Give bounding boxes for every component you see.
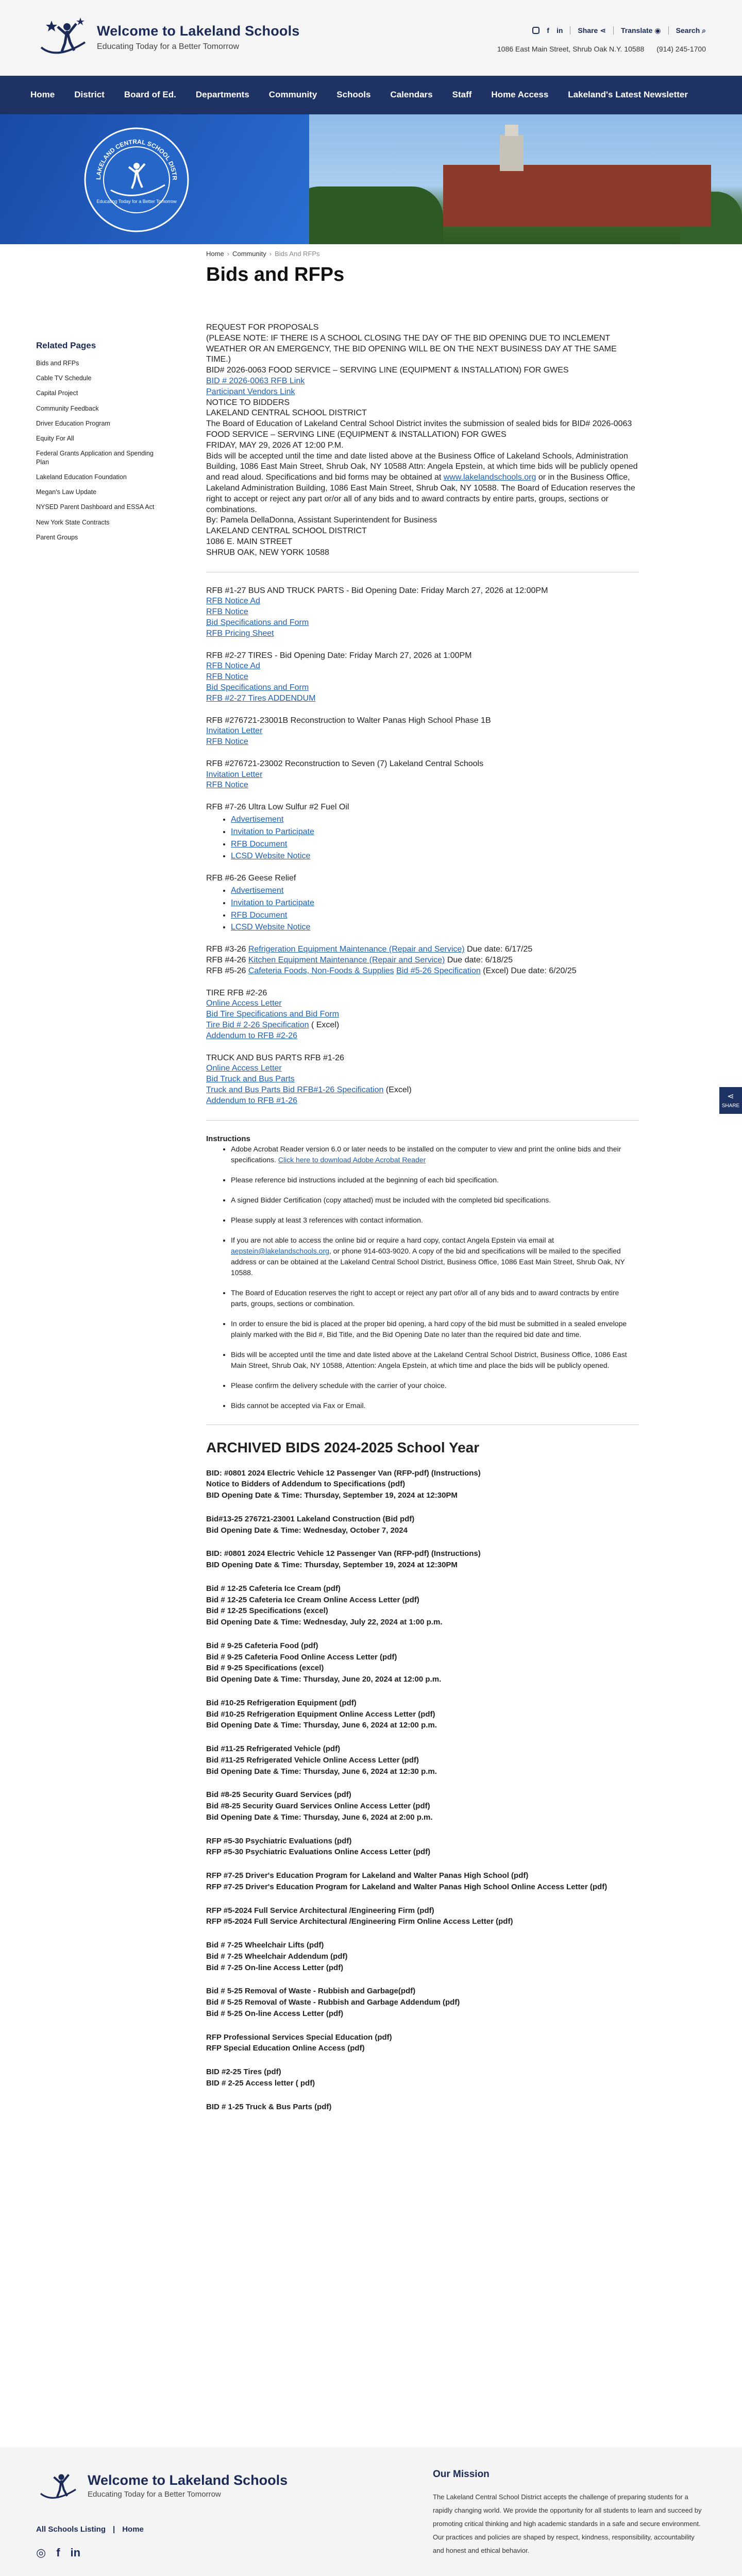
archived-bids-list bbox=[206, 1468, 639, 2113]
archived-bids-section bbox=[206, 1438, 639, 2112]
archived-bid-line[interactable]: BID Opening Date & Time: Thursday, September 19, 2024 at 12:30PM bbox=[206, 1491, 458, 1500]
utility-bar bbox=[532, 26, 706, 36]
breadcrumb-home[interactable]: Home bbox=[206, 250, 224, 258]
rfb-line bbox=[206, 955, 639, 966]
archived-bid-block bbox=[206, 1870, 639, 1893]
share-icon: ⋖ bbox=[727, 1092, 734, 1101]
share-label: Share bbox=[578, 26, 598, 35]
rfb-block bbox=[206, 716, 639, 748]
rfb-line-due: Due date: 6/18/25 bbox=[447, 956, 513, 965]
archived-bid-line[interactable]: Bid # 5-25 On-line Access Letter (pdf) bbox=[206, 2009, 344, 2018]
nav-staff[interactable]: Staff bbox=[452, 90, 472, 100]
bid-body bbox=[206, 451, 639, 516]
instruction-item: • Please supply at least 3 references with contact information. bbox=[231, 1215, 639, 1226]
instruction-item: • A signed Bidder Certification (copy attached) must be included with the completed bid specifications. bbox=[231, 1195, 639, 1206]
archived-bid-line[interactable]: BID #2-25 Tires (pdf) bbox=[206, 2067, 281, 2076]
sidebar-item-equity[interactable]: Equity For All bbox=[36, 435, 74, 443]
archived-bid-line[interactable]: Bid # 9-25 Specifications (excel) bbox=[206, 1664, 324, 1673]
archived-bid-line[interactable]: Bid Opening Date & Time: Thursday, June 6, 2024 at 12:00 p.m. bbox=[206, 1721, 437, 1730]
related-pages-sidebar bbox=[36, 340, 160, 548]
sidebar-item-nysed[interactable]: NYSED Parent Dashboard and ESSA Act bbox=[36, 503, 155, 511]
archived-bid-line[interactable]: Bid # 12-25 Cafeteria Ice Cream Online Access Letter (pdf) bbox=[206, 1595, 419, 1604]
archived-bid-line[interactable]: Bid Opening Date & Time: Thursday, June 6, 2024 at 2:00 p.m. bbox=[206, 1812, 433, 1822]
rfb-line bbox=[206, 944, 639, 955]
archived-bid-line[interactable]: Bid Opening Date & Time: Wednesday, October 7, 2024 bbox=[206, 1526, 408, 1535]
page-title: Bids and RFPs bbox=[206, 264, 345, 285]
rfb-line-label: RFB #5-26 bbox=[206, 966, 246, 975]
lakeland-website-link[interactable]: www.lakelandschools.org bbox=[443, 473, 536, 482]
bid-body-text-2: or in the Business Office, Lakeland Administration Building, 1086 East Main Street, Shrub Oak, NY 10588. The Board of Education reserves the right to accept or reject any part or/or all of any bids and to award contracts by entire parts, groups, sections or combinations. bbox=[206, 473, 635, 514]
archived-bid-line[interactable]: Bid #8-25 Security Guard Services (pdf) bbox=[206, 1790, 351, 1800]
facebook-icon[interactable]: f bbox=[56, 2546, 60, 2559]
archived-bid-line[interactable]: BID: #0801 2024 Electric Vehicle 12 Passenger Van (RFP-pdf) (Instructions) bbox=[206, 1549, 481, 1558]
rfb-line bbox=[206, 966, 639, 977]
footer-all-schools-link[interactable]: All Schools Listing bbox=[36, 2525, 106, 2534]
rfb-link[interactable]: Invitation Letter bbox=[206, 770, 263, 779]
rfb-link[interactable]: RFB Notice bbox=[206, 737, 248, 747]
rfb-link[interactable]: Bid Specifications and Form bbox=[206, 618, 309, 627]
address-text: 1086 East Main Street, Shrub Oak N.Y. 10588 bbox=[497, 45, 645, 53]
archived-bid-line[interactable]: Bid Opening Date & Time: Thursday, June 6, 2024 at 12:30 p.m. bbox=[206, 1767, 437, 1776]
archived-bid-line[interactable]: Bid # 12-25 Specifications (excel) bbox=[206, 1606, 328, 1616]
rfb-link[interactable]: RFB Document bbox=[231, 839, 288, 849]
archived-bid-line[interactable]: RFP #5-30 Psychiatric Evaluations (pdf) bbox=[206, 1836, 352, 1845]
rfp-heading: REQUEST FOR PROPOSALS bbox=[206, 323, 319, 332]
rfb-link[interactable]: Bid Specifications and Form bbox=[206, 683, 309, 692]
nav-calendars[interactable]: Calendars bbox=[390, 90, 433, 100]
footer-tagline: Educating Today for a Better Tomorrow bbox=[88, 2490, 221, 2499]
excel-label: ( Excel) bbox=[311, 1021, 340, 1030]
archived-bid-block bbox=[206, 1640, 639, 1685]
breadcrumb-community[interactable]: Community bbox=[232, 250, 266, 258]
bid-title: BID# 2026-0063 FOOD SERVICE – SERVING LINE (EQUIPMENT & INSTALLATION) FOR GWES bbox=[206, 366, 569, 375]
bid-rfb-link[interactable]: BID # 2026-0063 RFB Link bbox=[206, 376, 305, 385]
site-footer bbox=[0, 2447, 742, 2576]
rfb-block bbox=[206, 873, 639, 933]
archived-bid-block bbox=[206, 1986, 639, 2019]
breadcrumb-separator-icon: › bbox=[269, 250, 272, 258]
rfb-link[interactable]: RFB Notice bbox=[206, 781, 248, 790]
district-badge bbox=[82, 126, 191, 234]
archived-bid-line[interactable]: Bid # 7-25 Wheelchair Lifts (pdf) bbox=[206, 1941, 324, 1950]
breadcrumb bbox=[206, 249, 320, 259]
archived-bid-line[interactable]: Bid # 12-25 Cafeteria Ice Cream (pdf) bbox=[206, 1584, 341, 1593]
sidebar-item-nys-contracts[interactable]: New York State Contracts bbox=[36, 518, 110, 526]
rfb-line-label: RFB #4-26 bbox=[206, 956, 246, 965]
instruction-item: • In order to ensure the bid is placed at the proper bid opening, a hard copy of the bid must be submitted in a sealed envelope plainly marked with the Bid #, Bid Title, and the Bid Opening Date no later than the required bid date and time. bbox=[231, 1318, 639, 1340]
site-header bbox=[0, 0, 742, 76]
divider bbox=[613, 26, 614, 35]
rfb-line-link[interactable]: Bid #5-26 Specification bbox=[396, 966, 481, 975]
archived-bid-line[interactable]: BID Opening Date & Time: Thursday, September 19, 2024 at 12:30PM bbox=[206, 1561, 458, 1569]
signature-street: 1086 E. MAIN STREET bbox=[206, 537, 293, 546]
linkedin-icon[interactable]: in bbox=[556, 26, 563, 35]
badge-bottom-text: Educating Today for a Better Tomorrow bbox=[96, 199, 177, 204]
logo-graduate-icon bbox=[36, 11, 93, 63]
archived-bid-line[interactable]: Bid #8-25 Security Guard Services Online Access Letter (pdf) bbox=[206, 1802, 430, 1810]
truck-link[interactable]: Truck and Bus Parts Bid RFB#1-26 Specification bbox=[206, 1086, 384, 1095]
sidebar-item-capital-project[interactable]: Capital Project bbox=[36, 389, 78, 397]
instruction-text: Adobe Acrobat Reader version 6.0 or later needs to be installed on the computer to view and print the online bids and their specifications. bbox=[231, 1145, 621, 1164]
site-tagline: Educating Today for a Better Tomorrow bbox=[97, 42, 239, 52]
instagram-icon[interactable]: ◎ bbox=[36, 2546, 46, 2559]
share-icon: ⋖ bbox=[600, 26, 606, 35]
school-building-photo bbox=[289, 114, 742, 244]
archived-bid-line[interactable]: BID # 1-25 Truck & Bus Parts (pdf) bbox=[206, 2102, 332, 2111]
instruction-item: • Please confirm the delivery schedule with the carrier of your choice. bbox=[231, 1380, 639, 1391]
archived-bid-block bbox=[206, 1514, 639, 1536]
facebook-icon[interactable]: f bbox=[547, 26, 549, 35]
tire-link[interactable]: Online Access Letter bbox=[206, 999, 282, 1008]
tire-link[interactable]: Tire Bid # 2-26 Specification bbox=[206, 1021, 309, 1030]
sidebar-item-foundation[interactable]: Lakeland Education Foundation bbox=[36, 473, 127, 481]
footer-link-divider: | bbox=[113, 2525, 115, 2534]
rfb-block bbox=[206, 759, 639, 791]
rfb-line-due: Due date: 6/17/25 bbox=[467, 945, 533, 954]
rfb-link[interactable]: LCSD Website Notice bbox=[231, 923, 311, 932]
sidebar-item-driver-ed[interactable]: Driver Education Program bbox=[36, 419, 110, 427]
footer-graduate-icon bbox=[36, 2465, 82, 2506]
nav-home[interactable]: Home bbox=[30, 90, 55, 100]
search-icon: ⌕ bbox=[702, 26, 706, 35]
footer-links bbox=[36, 2524, 144, 2535]
sidebar-item-bids[interactable]: Bids and RFPs bbox=[36, 359, 79, 367]
divider bbox=[206, 1120, 639, 1121]
archived-bid-line[interactable]: Bid#13-25 276721-23001 Lakeland Construction (Bid pdf) bbox=[206, 1514, 415, 1523]
archived-bid-line[interactable]: Bid #11-25 Refrigerated Vehicle Online Access Letter (pdf) bbox=[206, 1755, 419, 1765]
archived-bid-line[interactable]: RFP #7-25 Driver's Education Program for Lakeland and Walter Panas High School Online Access Letter (pdf) bbox=[206, 1882, 608, 1891]
bid-date: FRIDAY, MAY 29, 2026 AT 12:00 P.M. bbox=[206, 440, 344, 450]
instruction-item: • Please reference bid instructions included at the beginning of each bid specification. bbox=[231, 1175, 639, 1185]
instruction-text: If you are not able to access the online bid or require a hard copy, contact Angela Epstein via email at bbox=[231, 1236, 554, 1245]
linkedin-icon[interactable]: in bbox=[70, 2546, 81, 2559]
rfb-block bbox=[206, 586, 639, 639]
archived-bid-line[interactable]: RFP #5-2024 Full Service Architectural /Engineering Firm (pdf) bbox=[206, 1906, 434, 1915]
archived-bid-line[interactable]: RFP Special Education Online Access (pdf) bbox=[206, 2044, 365, 2053]
page-body bbox=[0, 244, 742, 2460]
nav-newsletter[interactable]: Lakeland's Latest Newsletter bbox=[568, 90, 688, 100]
mission-title: Our Mission bbox=[433, 2469, 490, 2480]
sidebar-item-parent-groups[interactable]: Parent Groups bbox=[36, 533, 78, 541]
instruction-item: • Bids cannot be accepted via Fax or Email. bbox=[231, 1400, 639, 1411]
rfb-line-label: RFB #3-26 bbox=[206, 945, 246, 954]
rfb-link[interactable]: Invitation to Participate bbox=[231, 898, 314, 907]
share-tab-label: SHARE bbox=[721, 1103, 740, 1109]
archived-bid-line[interactable]: Bid # 9-25 Cafeteria Food Online Access Letter (pdf) bbox=[206, 1652, 397, 1662]
archived-bid-line[interactable]: RFP #5-2024 Full Service Architectural /Engineering Firm Online Access Letter (pdf) bbox=[206, 1917, 513, 1926]
instagram-icon[interactable] bbox=[532, 27, 539, 34]
contact-info bbox=[497, 44, 706, 54]
archived-bid-block bbox=[206, 1789, 639, 1823]
notice-heading: NOTICE TO BIDDERS bbox=[206, 398, 290, 407]
truck-link[interactable]: Bid Truck and Bus Parts bbox=[206, 1075, 295, 1084]
archived-bid-line[interactable]: Bid #10-25 Refrigeration Equipment Online Access Letter (pdf) bbox=[206, 1709, 435, 1719]
site-title: Welcome to Lakeland Schools bbox=[97, 23, 300, 39]
archived-bid-line[interactable]: Notice to Bidders of Addendum to Specifications (pdf) bbox=[206, 1480, 406, 1489]
translate-label: Translate bbox=[620, 26, 653, 35]
archived-bid-block bbox=[206, 1905, 639, 1928]
footer-home-link[interactable]: Home bbox=[122, 2525, 144, 2534]
archived-bid-line[interactable]: Bid Opening Date & Time: Thursday, June 20, 2024 at 12:00 p.m. bbox=[206, 1675, 442, 1684]
bid-body-text: Bids will be accepted until the time and date listed above at the Business Office of Lakeland Schools, Administration Building, 1086 East Main Street, Shrub Oak, NY 10588 Attn: Angela Epstein, at which time bids will be publicly opened and read aloud. Specifications and bid forms may be obtained at bbox=[206, 451, 638, 482]
rfb-title: RFB #7-26 Ultra Low Sulfur #2 Fuel Oil bbox=[206, 803, 349, 812]
rfb-link[interactable]: Invitation to Participate bbox=[231, 827, 314, 836]
rfb-link[interactable]: Invitation Letter bbox=[206, 726, 263, 736]
truck-title: TRUCK AND BUS PARTS RFB #1-26 bbox=[206, 1053, 344, 1062]
archived-bid-block bbox=[206, 1583, 639, 1628]
breadcrumb-separator-icon: › bbox=[227, 250, 230, 258]
archived-bid-line[interactable]: Bid Opening Date & Time: Wednesday, July 22, 2024 at 1:00 p.m. bbox=[206, 1618, 443, 1626]
rfb-line-link[interactable]: Refrigeration Equipment Maintenance (Repair and Service) bbox=[248, 945, 465, 954]
truck-link[interactable]: Addendum to RFB #1-26 bbox=[206, 1096, 297, 1105]
rfb-line-link[interactable]: Kitchen Equipment Maintenance (Repair and Service) bbox=[248, 956, 445, 965]
archived-bid-block bbox=[206, 1698, 639, 1731]
rfb-link[interactable]: RFB Notice bbox=[206, 672, 248, 682]
main-nav bbox=[0, 76, 742, 114]
excel-label: (Excel) bbox=[385, 1086, 412, 1095]
archived-bid-line[interactable]: Bid # 9-25 Cafeteria Food (pdf) bbox=[206, 1641, 318, 1650]
nav-district[interactable]: District bbox=[74, 90, 105, 100]
instruction-text: , or phone 914-603-9020. A copy of the bid and specifications will be mailed to the specified address or can be obtained at the Lakeland Central School District, Business Office, 1086 East Main Street, Shrub Oak, NY 10588. bbox=[231, 1247, 625, 1277]
archived-bid-block bbox=[206, 1548, 639, 1571]
nav-home-access[interactable]: Home Access bbox=[491, 90, 549, 100]
building-tower-top bbox=[505, 125, 518, 136]
rfb-line-link[interactable]: Cafeteria Foods, Non-Foods & Supplies bbox=[248, 966, 394, 975]
archived-bid-line[interactable]: BID: #0801 2024 Electric Vehicle 12 Passenger Van (RFP-pdf) (Instructions) bbox=[206, 1468, 481, 1478]
share-button[interactable] bbox=[578, 26, 606, 36]
footer-social bbox=[36, 2545, 80, 2561]
sidebar-item-cable-tv[interactable]: Cable TV Schedule bbox=[36, 375, 92, 382]
truck-link[interactable]: Online Access Letter bbox=[206, 1064, 282, 1073]
building-tower bbox=[500, 135, 524, 171]
rfb-title: RFB #276721-23001B Reconstruction to Walter Panas High School Phase 1B bbox=[206, 716, 491, 725]
sidebar-item-community-feedback[interactable]: Community Feedback bbox=[36, 404, 99, 412]
notice-district: LAKELAND CENTRAL SCHOOL DISTRICT bbox=[206, 409, 367, 418]
closing-note: (PLEASE NOTE: IF THERE IS A SCHOOL CLOSING THE DAY OF THE BID OPENING DUE TO INCLEMENT WEATHER OR AN EMERGENCY, THE BID OPENING WILL BE ON THE NEXT BUSINESS DAY AT THE SAME TIME.) bbox=[206, 333, 617, 364]
rfb-link[interactable]: Advertisement bbox=[231, 886, 284, 895]
globe-icon: ◉ bbox=[654, 26, 661, 35]
archived-bid-block bbox=[206, 1468, 639, 1501]
notice-text: The Board of Education of Lakeland Central School District invites the submission of sealed bids for BID# 2026-0063 FOOD SERVICE – SERVING LINE (EQUIPMENT & INSTALLATION) FOR GWES bbox=[206, 419, 632, 439]
rfb-link[interactable]: RFB #2-27 Tires ADDENDUM bbox=[206, 693, 316, 703]
sidebar-title: Related Pages bbox=[36, 341, 96, 350]
archived-bid-line[interactable]: Bid #11-25 Refrigerated Vehicle (pdf) bbox=[206, 1744, 341, 1753]
archived-bid-block bbox=[206, 2032, 639, 2055]
archived-bid-line[interactable]: RFP Professional Services Special Education (pdf) bbox=[206, 2032, 392, 2042]
rfb-link[interactable]: RFB Notice Ad bbox=[206, 597, 260, 606]
archived-bid-line[interactable]: RFP #7-25 Driver's Education Program for Lakeland and Walter Panas High School (pdf) bbox=[206, 1871, 529, 1880]
truck-rfb-block bbox=[206, 1053, 639, 1107]
footer-title: Welcome to Lakeland Schools bbox=[88, 2472, 288, 2488]
signature-line: By: Pamela DellaDonna, Assistant Superintendent for Business bbox=[206, 516, 437, 525]
rfb-block bbox=[206, 802, 639, 862]
archived-bid-block bbox=[206, 2102, 639, 2113]
adobe-download-link[interactable]: Click here to download Adobe Acrobat Reader bbox=[278, 1156, 426, 1164]
archived-bid-line[interactable]: Bid # 5-25 Removal of Waste - Rubbish and Garbage(pdf) bbox=[206, 1987, 416, 1996]
rfb-block bbox=[206, 651, 639, 704]
footer-logo[interactable] bbox=[36, 2465, 288, 2506]
email-link[interactable]: aepstein@lakelandschools.org bbox=[231, 1247, 329, 1256]
building bbox=[443, 165, 711, 227]
site-logo[interactable] bbox=[36, 11, 300, 63]
archived-bid-line[interactable]: Bid # 5-25 Removal of Waste - Rubbish and Garbage Addendum (pdf) bbox=[206, 1998, 460, 2007]
mission-text: The Lakeland Central School District accepts the challenge of preparing students for a rapidly changing world. We provide the opportunity for all students to learn and succeed by promoting critical thinking and high academic standards in a safe and secure environment. Our practices and policies are shaped by respect, kindness, responsibility, accountability and honest and ethical behavior. bbox=[433, 2493, 702, 2554]
tire-link[interactable]: Bid Tire Specifications and Bid Form bbox=[206, 1010, 339, 1019]
rfb-title: RFB #2-27 TIRES - Bid Opening Date: Friday March 27, 2026 at 1:00PM bbox=[206, 651, 472, 660]
instruction-item bbox=[231, 1144, 639, 1165]
rfb-title: RFB #1-27 BUS AND TRUCK PARTS - Bid Opening Date: Friday March 27, 2026 at 12:00PM bbox=[206, 586, 548, 595]
search-label: Search bbox=[676, 26, 700, 35]
rfb-title: RFB #6-26 Geese Relief bbox=[206, 874, 296, 883]
tire-rfb-block bbox=[206, 988, 639, 1042]
tire-link[interactable]: Addendum to RFB #2-26 bbox=[206, 1031, 297, 1040]
instructions-section bbox=[206, 1134, 639, 1412]
bids-content bbox=[206, 323, 639, 2125]
badge-top-text: LAKELAND CENTRAL SCHOOL DISTR bbox=[94, 138, 179, 181]
nav-board-of-ed[interactable]: Board of Ed. bbox=[124, 90, 176, 100]
instruction-item: • The Board of Education reserves the right to accept or reject any part of/or all of any bids and to award contracts by entire parts, groups, sections or combination. bbox=[231, 1287, 639, 1309]
phone-text[interactable]: (914) 245-1700 bbox=[656, 45, 706, 53]
archived-bid-block bbox=[206, 1836, 639, 1858]
rfb-line-due: (Excel) Due date: 6/20/25 bbox=[483, 966, 577, 975]
archived-bid-block bbox=[206, 1743, 639, 1777]
signature-district: LAKELAND CENTRAL SCHOOL DISTRICT bbox=[206, 527, 367, 536]
archived-bids-title: ARCHIVED BIDS 2024-2025 School Year bbox=[206, 1439, 480, 1456]
trees bbox=[289, 187, 443, 244]
rfb-line-block bbox=[206, 944, 639, 976]
nav-departments[interactable]: Departments bbox=[195, 90, 249, 100]
archived-bid-line[interactable]: BID # 2-25 Access letter ( pdf) bbox=[206, 2078, 315, 2088]
instruction-item: • Bids will be accepted until the time and date listed above at the Lakeland Central School District, Business Office, 1086 East Main Street, Shrub Oak, NY 10588, Attention: Angela Epstein, at which time and place the bids will be publicly opened. bbox=[231, 1349, 639, 1371]
nav-community[interactable]: Community bbox=[268, 90, 317, 100]
nav-schools[interactable]: Schools bbox=[336, 90, 371, 100]
search-button[interactable] bbox=[676, 26, 706, 36]
rfb-link[interactable]: RFB Document bbox=[231, 910, 288, 920]
rfb-link[interactable]: LCSD Website Notice bbox=[231, 852, 311, 861]
instruction-item bbox=[231, 1235, 639, 1278]
rfb-link[interactable]: RFB Notice Ad bbox=[206, 662, 260, 671]
floating-share-button[interactable] bbox=[719, 1087, 742, 1114]
instructions-title: Instructions bbox=[206, 1134, 250, 1143]
divider bbox=[668, 26, 669, 35]
tire-title: TIRE RFB #2-26 bbox=[206, 988, 267, 997]
rfb-link[interactable]: RFB Pricing Sheet bbox=[206, 629, 274, 638]
participant-vendors-link[interactable]: Participant Vendors Link bbox=[206, 387, 295, 396]
sidebar-item-megans-law[interactable]: Megan's Law Update bbox=[36, 488, 97, 496]
rfb-link[interactable]: RFB Notice bbox=[206, 607, 248, 617]
translate-button[interactable] bbox=[621, 26, 661, 36]
rfb-title: RFB #276721-23002 Reconstruction to Seven (7) Lakeland Central Schools bbox=[206, 759, 484, 768]
archived-bid-line[interactable]: Bid # 7-25 On-line Access Letter (pdf) bbox=[206, 1963, 344, 1972]
archived-bid-line[interactable]: Bid #10-25 Refrigeration Equipment (pdf) bbox=[206, 1698, 357, 1707]
breadcrumb-current: Bids And RFPs bbox=[275, 250, 320, 258]
mission-section bbox=[433, 2468, 706, 2557]
archived-bid-block bbox=[206, 2066, 639, 2089]
rfb-link[interactable]: Advertisement bbox=[231, 815, 284, 824]
archived-bid-line[interactable]: Bid # 7-25 Wheelchair Addendum (pdf) bbox=[206, 1952, 348, 1961]
signature-city: SHRUB OAK, NEW YORK 10588 bbox=[206, 548, 329, 557]
sidebar-item-federal-grants[interactable]: Federal Grants Application and Spending Plan bbox=[36, 450, 154, 466]
archived-bid-line[interactable]: RFP #5-30 Psychiatric Evaluations Online Access Letter (pdf) bbox=[206, 1848, 431, 1857]
hero-banner bbox=[0, 114, 742, 244]
archived-bid-block bbox=[206, 1940, 639, 1973]
